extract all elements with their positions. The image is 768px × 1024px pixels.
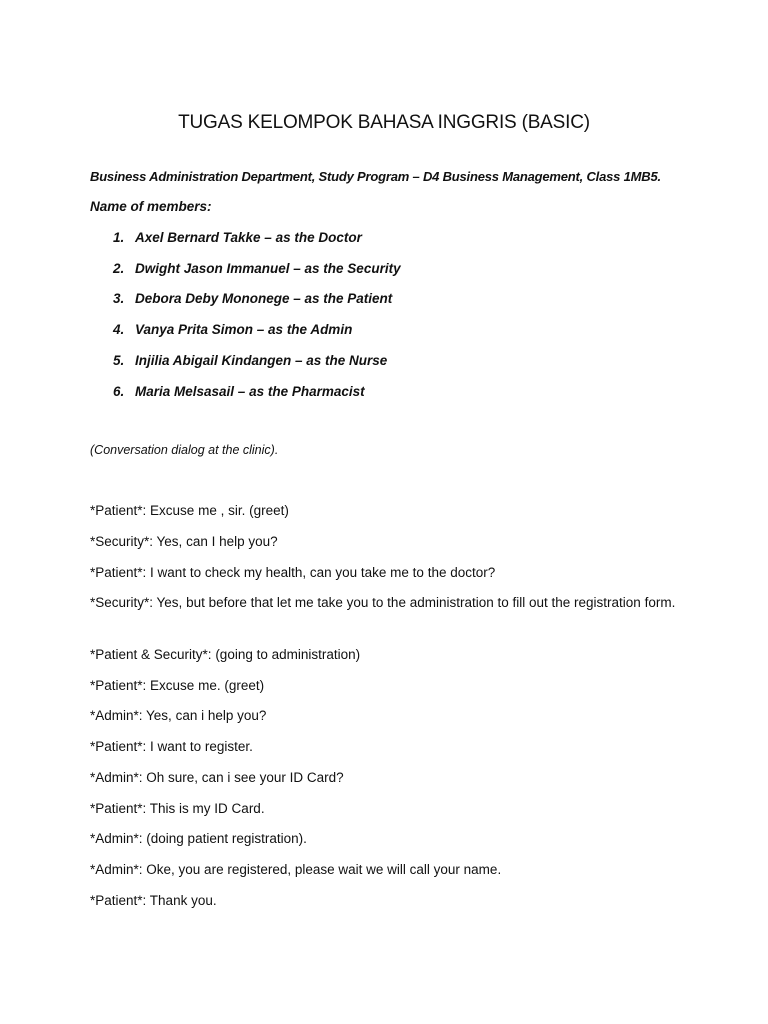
member-text: Injilia Abigail Kindangen – as the Nurse <box>135 353 388 368</box>
member-item <box>113 291 392 306</box>
dialog-speaker: *Security*: <box>90 595 154 610</box>
member-number: 6. <box>113 384 125 399</box>
member-text: Debora Deby Mononege – as the Patient <box>135 291 393 306</box>
dialog-line <box>90 532 690 552</box>
dialog-speaker: *Admin*: <box>90 708 143 723</box>
dialog-speaker: *Admin*: <box>90 862 143 877</box>
members-heading: Name of members: <box>90 199 212 214</box>
dialog-speaker: *Admin*: <box>90 770 143 785</box>
dialog-speaker: *Admin*: <box>90 831 143 846</box>
dialog-text: I want to check my health, can you take me to the doctor? <box>146 565 496 580</box>
member-text: Maria Melsasail – as the Pharmacist <box>135 384 365 399</box>
dialog-line <box>90 737 690 757</box>
member-item <box>113 322 352 337</box>
dialog-text: Excuse me , sir. (greet) <box>146 503 289 518</box>
member-item <box>113 230 362 245</box>
dialog-text: Yes, but before that let me take you to the administration to fill out the registration form. <box>153 595 676 610</box>
member-text: Vanya Prita Simon – as the Admin <box>135 322 353 337</box>
dialog-speaker: *Patient*: <box>90 678 147 693</box>
dialog-line <box>90 563 690 583</box>
dialog-line <box>90 768 690 788</box>
member-number: 4. <box>113 322 125 337</box>
dialog-text: (going to administration) <box>211 647 361 662</box>
dialog-text: Yes, can i help you? <box>142 708 267 723</box>
dialog-text: Excuse me. (greet) <box>146 678 265 693</box>
dialog-text: Oke, you are registered, please wait we will call your name. <box>142 862 502 877</box>
dialog-line <box>90 799 690 819</box>
document-title: TUGAS KELOMPOK BAHASA INGGRIS (BASIC) <box>178 112 590 133</box>
dialog-text: This is my ID Card. <box>146 801 265 816</box>
dialog-line <box>90 645 690 665</box>
member-number: 1. <box>113 230 125 245</box>
dialog-line <box>90 593 690 613</box>
dialog-line <box>90 501 690 521</box>
dialog-line <box>90 860 690 880</box>
member-number: 3. <box>113 291 125 306</box>
member-item <box>113 384 365 399</box>
dialog-speaker: *Security*: <box>90 534 154 549</box>
member-text: Axel Bernard Takke – as the Doctor <box>135 230 362 245</box>
dialog-line <box>90 891 690 911</box>
dialog-speaker: *Patient*: <box>90 893 147 908</box>
member-number: 2. <box>113 261 125 276</box>
dialog-text: Yes, can I help you? <box>153 534 278 549</box>
dialog-speaker: *Patient*: <box>90 565 147 580</box>
dialog-line <box>90 676 690 696</box>
dialog-speaker: *Patient*: <box>90 739 147 754</box>
dialog-speaker: *Patient*: <box>90 503 147 518</box>
dialog-text: I want to register. <box>146 739 253 754</box>
dialog-line <box>90 829 690 849</box>
dialog-text: Oh sure, can i see your ID Card? <box>142 770 344 785</box>
context-note: (Conversation dialog at the clinic). <box>90 443 279 457</box>
member-number: 5. <box>113 353 125 368</box>
dialog-speaker: *Patient & Security*: <box>90 647 212 662</box>
dialog-text: (doing patient registration). <box>142 831 307 846</box>
member-item <box>113 261 401 276</box>
department-line: Business Administration Department, Study Program – D4 Business Management, Class 1MB5. <box>90 169 661 184</box>
member-text: Dwight Jason Immanuel – as the Security <box>135 261 401 276</box>
member-item <box>113 353 387 368</box>
dialog-speaker: *Patient*: <box>90 801 147 816</box>
dialog-line <box>90 706 690 726</box>
dialog-text: Thank you. <box>146 893 217 908</box>
